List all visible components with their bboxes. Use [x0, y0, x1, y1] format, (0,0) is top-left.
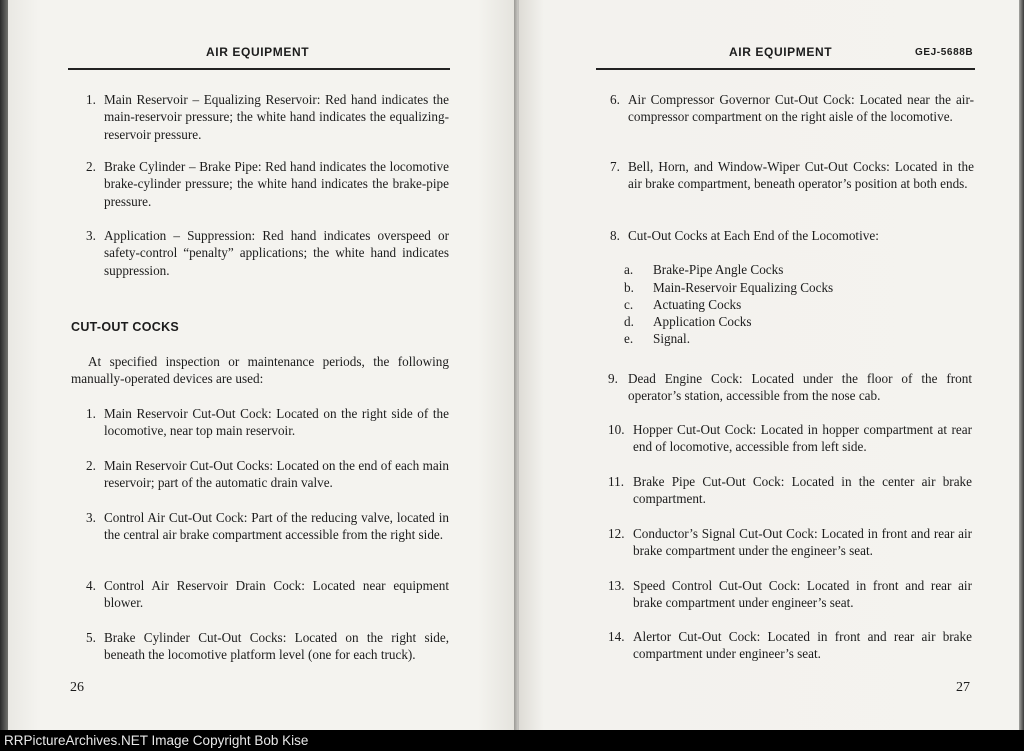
- cock-item-9: [608, 370, 972, 405]
- item-text: Speed Control Cut-Out Cock: Located in front and rear air brake compartment under engineer’s seat.: [633, 578, 972, 611]
- cock-item-3: [86, 509, 449, 544]
- document-code: GEJ-5688B: [915, 47, 974, 58]
- item-text: Cut-Out Cocks at Each End of the Locomotive:: [628, 228, 879, 243]
- item-number: 13.: [608, 578, 625, 593]
- cock-item-10: [608, 421, 972, 456]
- gauge-item-2: [86, 158, 449, 210]
- section-title: CUT-OUT COCKS: [71, 320, 180, 334]
- right-header-rule: [596, 68, 975, 70]
- sub-letter: e.: [624, 331, 634, 346]
- item-number: 10.: [608, 422, 625, 437]
- cock-item-11: [608, 473, 972, 508]
- item-text: Bell, Horn, and Window-Wiper Cut-Out Cocks: Located in the air brake compartment, beneath operator’s position at both ends.: [628, 159, 974, 192]
- item-text: Control Air Cut-Out Cock: Part of the reducing valve, located in the central air brake compartment accessible from the right side.: [104, 510, 449, 543]
- item-text: Dead Engine Cock: Located under the floor of the front operator’s station, accessible from the nose cab.: [628, 371, 972, 404]
- sub-letter: b.: [624, 280, 634, 295]
- intro-paragraph: At specified inspection or maintenance periods, the following manually-operated devices are used:: [71, 354, 449, 387]
- item-number: 5.: [86, 630, 96, 645]
- item-number: 3.: [86, 510, 96, 525]
- left-header-rule: [68, 68, 450, 70]
- item-number: 12.: [608, 526, 625, 541]
- item-text: Application – Suppression: Red hand indicates overspeed or safety-control “penalty” applications; the white hand indicates suppression.: [104, 228, 449, 278]
- item-number: 3.: [86, 228, 96, 243]
- item-text: Hopper Cut-Out Cock: Located in hopper compartment at rear end of locomotive, accessible from left side.: [633, 422, 972, 455]
- sub-item-d: [624, 313, 924, 331]
- cock-item-12: [608, 525, 972, 560]
- item-text: Alertor Cut-Out Cock: Located in front and rear air brake compartment under engineer’s seat.: [633, 629, 972, 662]
- item-text: Air Compressor Governor Cut-Out Cock: Located near the air-compressor compartment on the right aisle of the locomotive.: [628, 92, 974, 125]
- item-text: Main Reservoir Cut-Out Cock: Located on the right side of the locomotive, near top main reservoir.: [104, 406, 449, 439]
- item-number: 14.: [608, 629, 625, 644]
- item-number: 9.: [608, 371, 618, 386]
- sub-letter: a.: [624, 262, 634, 277]
- item-number: 2.: [86, 458, 96, 473]
- item-number: 7.: [610, 159, 620, 174]
- cock-item-5: [86, 629, 449, 664]
- cock-item-4: [86, 577, 449, 612]
- item-number: 2.: [86, 159, 96, 174]
- cock-item-6: [610, 91, 974, 126]
- item-number: 11.: [608, 474, 624, 489]
- sub-text: Signal.: [653, 331, 690, 346]
- item-number: 1.: [86, 92, 96, 107]
- item-number: 1.: [86, 406, 96, 421]
- item-text: Main Reservoir Cut-Out Cocks: Located on the end of each main reservoir; part of the automatic drain valve.: [104, 458, 449, 491]
- item-text: Control Air Reservoir Drain Cock: Located near equipment blower.: [104, 578, 449, 611]
- sub-text: Application Cocks: [653, 314, 752, 329]
- right-page-number: 27: [956, 680, 970, 695]
- sub-text: Main-Reservoir Equalizing Cocks: [653, 280, 834, 295]
- item-text: Brake Cylinder Cut-Out Cocks: Located on the right side, beneath the locomotive platform level (one for each truck).: [104, 630, 449, 663]
- sub-letter: c.: [624, 297, 634, 312]
- sub-letter: d.: [624, 314, 634, 329]
- sub-item-a: [624, 261, 924, 279]
- item-text: Main Reservoir – Equalizing Reservoir: Red hand indicates the main-reservoir pressure; the white hand indicates the equalizing-reservoir pressure.: [104, 92, 449, 142]
- right-page-header: AIR EQUIPMENT: [729, 45, 833, 59]
- cock-item-14: [608, 628, 972, 663]
- sub-text: Brake-Pipe Angle Cocks: [653, 262, 784, 277]
- sub-item-b: [624, 279, 924, 297]
- cock-item-1: [86, 405, 449, 440]
- left-page-number: 26: [70, 680, 84, 695]
- cock-item-13: [608, 577, 972, 612]
- item-text: Brake Pipe Cut-Out Cock: Located in the center air brake compartment.: [633, 474, 972, 507]
- gauge-item-1: [86, 91, 449, 143]
- cock-item-7: [610, 158, 974, 193]
- item-number: 8.: [610, 228, 620, 243]
- left-page-header: AIR EQUIPMENT: [206, 45, 310, 59]
- item-text: Conductor’s Signal Cut-Out Cock: Located in front and rear air brake compartment under the engineer’s seat.: [633, 526, 972, 559]
- cock-item-2: [86, 457, 449, 492]
- copyright-footer: RRPictureArchives.NET Image Copyright Bob Kise: [0, 730, 1024, 751]
- item-number: 6.: [610, 92, 620, 107]
- item-text: Brake Cylinder – Brake Pipe: Red hand indicates the locomotive brake-cylinder pressure; the white hand indicates the brake-pipe pressure.: [104, 159, 449, 209]
- sub-item-e: [624, 330, 924, 348]
- item-number: 4.: [86, 578, 96, 593]
- cock-item-8: [610, 227, 974, 244]
- sub-item-c: [624, 296, 924, 314]
- sub-text: Actuating Cocks: [653, 297, 742, 312]
- gauge-item-3: [86, 227, 449, 279]
